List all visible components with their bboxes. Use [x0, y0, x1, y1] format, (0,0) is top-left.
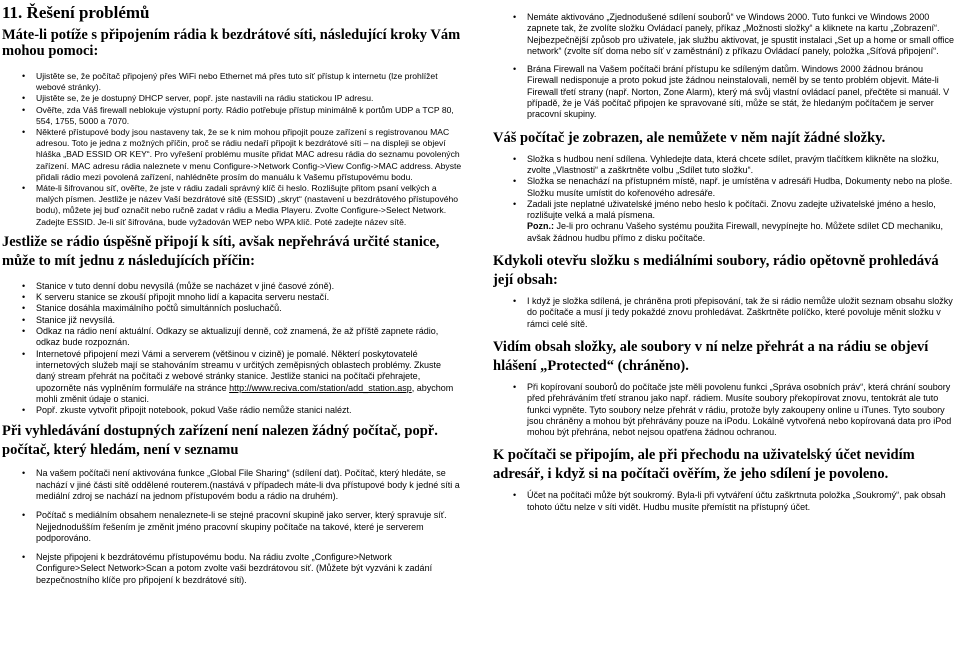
left-column [0, 0, 462, 662]
protected-heading: Vidím obsah složky, ale soubory v ní nelze přehrát a na rádiu se objeví hlášení „Protected“ (chráněno). [493, 338, 929, 374]
list-item: • Složka s hudbou není sdílena. Vyhledejte data, která chcete sdílet, pravým tlačítkem klikněte na složku, zvolte „Vlastnosti“ a zaškrtněte volbu „Sdílet tuto složku“. [493, 154, 955, 177]
intro-heading: Máte-li potíže s připojením rádia k bezdrátové síti, následující kroky Vám mohou pomoci: [2, 27, 461, 59]
list-item: • Brána Firewall na Vašem počítači brání přístupu ke sdíleným datům. Windows 2000 žádnou bránou Firewall nedisponuje a proto pokud jste žádnou neinstalovali, neměl by se tento problém objevit. Máte-li Firewall třetí strany (např. Norton, Zone Alarm), který má svůj vlastní ovládací panel, přečtěte si manuál. V případě, že je Váš počítač připojen ke spravované síti, může se stát, že hledaným počítačem je server pracovní skupiny. [493, 64, 955, 120]
list-item: • Účet na počítači může být soukromý. Byla-li při vytváření účtu zaškrtnuta položka „Soukromý“, pak obsah tohoto účtu nelze v síti vidět. Hudbu musíte přemístit na přístupný účet. [493, 490, 955, 513]
reopen-heading: Kdykoli otevřu složku s mediálními soubory, rádio opětovně prohledává její obsah: [493, 253, 939, 289]
no-devices-heading: Při vyhledávání dostupných zařízení není nalezen žádný počítač, popř. počítač, který hledám, není v seznamu [2, 423, 438, 459]
user-account-list [493, 490, 955, 513]
user-account-heading: K počítači se připojím, ale při přechodu na uživatelský účet nevidím adresář, i když si na počítači ověřím, že jeho sdílení je povoleno. [493, 447, 915, 483]
right-column [493, 0, 955, 662]
list-item: • Při kopírovaní souborů do počítače jste měli povolenu funkci „Správa osobních práv“, která chrání soubory před přehráváním třetí stranou jako např. rádiem. Musíte soubory překopírovat znovu, tentokrát ale tuto funkci vypněte. Tyto soubory nelze přehrát v rádiu, protože byly zakoupeny online u iTunes. Tyto soubory jsou chráněny a mohou být přehrávány pouze na iPodu. Lokálně vytvořená nebo kopírovaná data pro iPod mohou být přehrána, nebot nejsou opatřena žádnou ochranou. [493, 382, 955, 438]
list-item [493, 199, 955, 244]
list-item: • Máte-li šifrovanou síť, ověřte, že jste v rádiu zadali správný klíč či heslo. Rozlišujte přitom psaní velkých a malých písmen. Jestliže je název Vaší bezdrátové sítě (ESSID) „skryt“ (nastavení u bezdrátového přístupového bodu), můžete jej buď označit nebo ručně zadat v rádiu a Media Playeru. Zvolte Configure->Select Network. Zadejte ESSID. Je-li síť šifrována, bude vyžadován WEP nebo WPA klíč. Poté zadejte název sítě. [2, 183, 462, 228]
no-play-heading: Jestliže se rádio úspěšně připojí k síti, avšak nepřehrává určité stanice, může to mít jednu z následujících příčin: [2, 233, 440, 269]
list-item-text: Internetové připojení mezi Vámi a serverem (většinou v cizině) je pomalé. Některí poskytovatelé internetových služeb mají se stahováním streamu v určitých zeměpisných oblastech problémy. Zkuste daný stream přehrát na počítači z webové stránky stanice. Jestliže stanici na počítači přehrajete, upozorněte nás vyplněním formuláře na stránce [36, 348, 442, 393]
list-item: • Ujistěte se, že počítač připojený přes WiFi nebo Ethernet má přes tuto síť přístup k internetu (lze prohlížet webové stránky). [2, 71, 462, 93]
list-item: • Popř. zkuste vytvořit připojit notebook, pokud Vaše rádio nemůže stanici nalézt. [2, 405, 462, 416]
folder-heading: Váš počítač je zobrazen, ale nemůžete v něm najít žádné složky. [493, 129, 886, 146]
list-item: • Stanice již nevysílá. [2, 315, 462, 326]
list-item: • Počítač s mediálním obsahem nenaleznete-li se stejné pracovní skupině jako server, který spravuje síť. Nejjednodušším řešením je změnit jméno pracovní skupiny počítače na takové, které je serverem podporováno. [2, 510, 462, 544]
protected-list [493, 382, 955, 438]
list-item: • Nejste připojeni k bezdrátovému přístupovému bodu. Na rádiu zvolte „Configure>Network Configure>Select Network>Scan a potom zvolte vaši bezdrátovou síť. (Můžete být vyzváni k zadání bezpečnostního klíče pro připojení k bezdrátové síti). [2, 552, 462, 586]
add-station-link[interactable]: http://www.reciva.com/station/add_station.asp [229, 382, 412, 393]
note-text: Je-li pro ochranu Vašeho systému použita Firewall, nevypínejte ho. Můžete sdílet CD mechaniku, avšak žádnou hudbu přímo z disku počítače. [527, 221, 944, 243]
note-label: Pozn.: [527, 221, 554, 232]
list-item: • Některé přístupové body jsou nastaveny tak, že se k nim mohou připojit pouze zařízení s registrovanou MAC adresou. Toto je jedna z možných příčin, proč se rádiu nedaří připojit k bezdrátové síti – na displeji se objeví hláška „BAD ESSID OR KEY“. Pro vyřešení problému musíte přidat MAC adresu rádia do seznamu povolených zařízení. MAC adresu rádia naleznete v menu Configure->Network Config->View Config->MAC address. Abyste přidali rádio mezi povolená zařízení, nahlédněte prosím do manuálu k Vašemu přístupovému bodu. [2, 127, 462, 183]
list-item: • K serveru stanice se zkouší připojit mnoho lidí a kapacita serveru nestačí. [2, 292, 462, 303]
intro-list [2, 71, 462, 228]
right-top-list [493, 12, 955, 121]
folder-list [493, 154, 955, 244]
link-suffix: , abychom mohli změnit údaje o stanici. [36, 382, 454, 404]
list-item-text: Zadali jste neplatné uživatelské jméno nebo heslo k počítači. Znovu zadejte uživatelské jméno a heslo, rozlišujte velká a malá písmena. [527, 198, 936, 221]
no-devices-list [2, 468, 462, 586]
list-item: • Složka se nenachází na přístupném místě, např. je umístěna v adresáři Hudba, Dokumenty nebo na ploše. Složku musíte umístit do kořenového adresáře. [493, 176, 955, 199]
list-item: • Stanice v tuto denní dobu nevysílá (může se nacházet v jiné časové zóně). [2, 281, 462, 292]
page-title: 11. Řešení problémů [2, 3, 150, 22]
no-play-list [2, 281, 462, 417]
list-item: • I když je složka sdílená, je chráněna proti přepisování, tak že si rádio nemůže uložit seznam obsahu složky do počítače a musí ji tedy pokaždé znovu prohledávat. Zaškrtněte políčko, které povoluje měnit složku v rámci celé sítě. [493, 296, 955, 330]
list-item: • Ujistěte se, že je dostupný DHCP server, popř. jste nastavili na rádiu statickou IP adresu. [2, 93, 462, 104]
list-item: • Nemáte aktivováno „Zjednodušené sdílení souborů“ ve Windows 2000. Tuto funkci ve Windows 2000 zapnete tak, že zvolíte složku Ovládací panely, příkaz „Možnosti složky“ a kliknete na kartu „Zobrazení“. Nejbezpečnější způsob pro uživatele, jak službu aktivovat, je spustit instalaci „Set up a home or small office network“ (zvolte síť doma nebo síť v zaměstnání) z příkazu Ovládací panely, položka „Síťová připojení“. [493, 12, 955, 57]
list-item: • Na vašem počítači není aktivována funkce „Global File Sharing“ (sdílení dat). Počítač, který hledáte, se nachází v jiné části sítě oddělené routerem.(nastává v případech máte-li dva přístupové body k jedné síti a mediální zdroj se nachází na jednom přístupovém bodu a rádio na druhém). [2, 468, 462, 502]
list-item: • Ověřte, zda Váš firewall neblokuje výstupní porty. Rádio potřebuje přístup minimálně k portům UDP a TCP 80, 554, 1755, 5000 a 7070. [2, 105, 462, 127]
list-item: • Odkaz na rádio není aktuální. Odkazy se aktualizují denně, což znamená, že až příště zapnete rádio, odkaz bude rozpoznán. [2, 326, 462, 349]
reopen-list [493, 296, 955, 330]
list-item: • Stanice dosáhla maximálního počtů simultánních posluchačů. [2, 303, 462, 314]
list-item [2, 349, 462, 405]
